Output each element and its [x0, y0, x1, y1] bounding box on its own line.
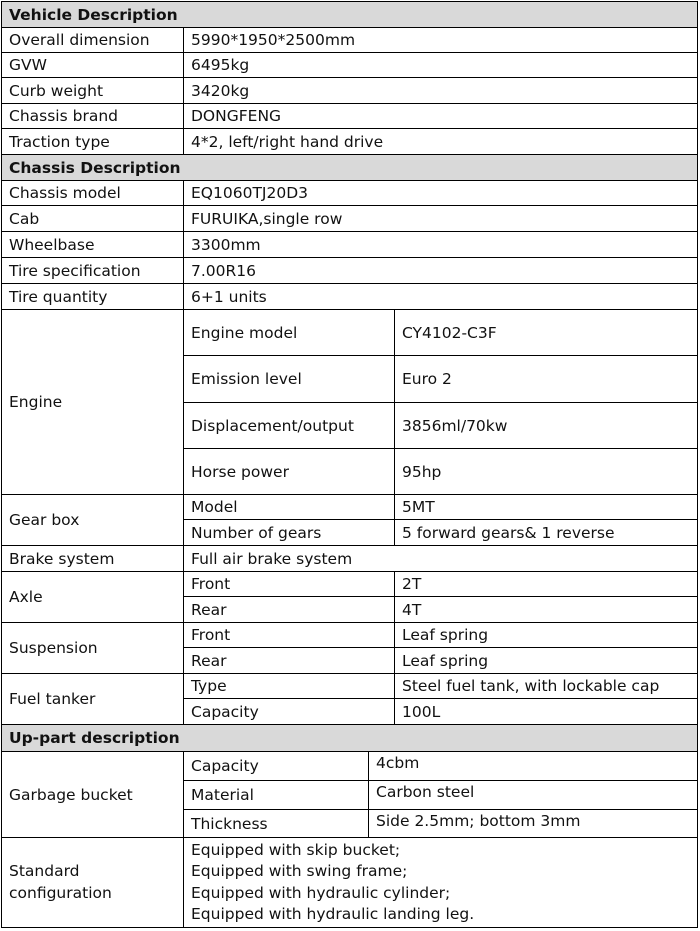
table-row: [2, 104, 698, 129]
suspension-group: [2, 623, 698, 674]
bucket-thickness-value: Side 2.5mm; bottom 3mm: [369, 810, 698, 838]
section-chassis-description: Chassis Description: [2, 155, 698, 181]
table-row: [2, 232, 698, 258]
table-row: [2, 28, 698, 53]
table-row: [2, 206, 698, 232]
row-value: 5990*1950*2500mm: [184, 28, 698, 53]
gearbox-model-label: Model: [184, 495, 395, 520]
suspension-label: Suspension: [2, 623, 184, 674]
bucket-capacity-label: Capacity: [184, 752, 369, 781]
fuel-tanker-label: Fuel tanker: [2, 674, 184, 725]
table-row: [2, 284, 698, 310]
row-label: Curb weight: [2, 78, 184, 104]
horse-power-value: 95hp: [395, 449, 698, 495]
row-label: Tire specification: [2, 258, 184, 284]
brake-value: Full air brake system: [184, 546, 698, 572]
section-uppart-description: Up-part description: [2, 725, 698, 752]
row-label: Wheelbase: [2, 232, 184, 258]
row-label: Chassis brand: [2, 104, 184, 129]
axle-label: Axle: [2, 572, 184, 623]
row-label: GVW: [2, 53, 184, 78]
config-line: Equipped with hydraulic landing leg.: [191, 905, 475, 923]
section-vehicle-description: Vehicle Description: [2, 2, 698, 28]
row-value: 6+1 units: [184, 284, 698, 310]
gearbox-group: [2, 495, 698, 546]
row-label: Overall dimension: [2, 28, 184, 53]
standard-configuration-list: [184, 838, 698, 928]
row-value: 4*2, left/right hand drive: [184, 129, 698, 155]
axle-group: [2, 572, 698, 623]
emission-level-label: Emission level: [184, 356, 395, 403]
displacement-label: Displacement/output: [184, 403, 395, 449]
standard-configuration-group: [2, 838, 698, 928]
suspension-front-value: Leaf spring: [395, 623, 698, 648]
table-row: [2, 53, 698, 78]
brake-label: Brake system: [2, 546, 184, 572]
fuel-tanker-group: [2, 674, 698, 725]
row-value: DONGFENG: [184, 104, 698, 129]
garbage-bucket-label: Garbage bucket: [2, 752, 184, 838]
label-line: configuration: [9, 883, 112, 902]
table-row: [2, 546, 698, 572]
axle-front-value: 2T: [395, 572, 698, 597]
engine-model-label: Engine model: [184, 310, 395, 356]
row-value: 3420kg: [184, 78, 698, 104]
horse-power-label: Horse power: [184, 449, 395, 495]
engine-label: Engine: [2, 310, 184, 495]
table-row: [2, 129, 698, 155]
table-row: [2, 258, 698, 284]
suspension-front-label: Front: [184, 623, 395, 648]
gears-count-value: 5 forward gears& 1 reverse: [395, 520, 698, 546]
garbage-bucket-group: [2, 752, 698, 838]
suspension-rear-label: Rear: [184, 648, 395, 674]
bucket-capacity-value: 4cbm: [369, 752, 698, 781]
fuel-capacity-value: 100L: [395, 699, 698, 725]
table-row: [2, 78, 698, 104]
row-value: EQ1060TJ20D3: [184, 181, 698, 206]
fuel-capacity-label: Capacity: [184, 699, 395, 725]
row-value: 7.00R16: [184, 258, 698, 284]
row-label: Tire quantity: [2, 284, 184, 310]
gearbox-model-value: 5MT: [395, 495, 698, 520]
displacement-value: 3856ml/70kw: [395, 403, 698, 449]
fuel-type-label: Type: [184, 674, 395, 699]
config-line: Equipped with hydraulic cylinder;: [191, 883, 451, 902]
standard-configuration-label: [2, 838, 184, 928]
row-label: Traction type: [2, 129, 184, 155]
config-line: Equipped with skip bucket;: [191, 840, 401, 859]
fuel-type-value: Steel fuel tank, with lockable cap: [395, 674, 698, 699]
suspension-rear-value: Leaf spring: [395, 648, 698, 674]
gears-count-label: Number of gears: [184, 520, 395, 546]
bucket-material-value: Carbon steel: [369, 781, 698, 810]
axle-rear-value: 4T: [395, 597, 698, 623]
row-label: Cab: [2, 206, 184, 232]
engine-model-value: CY4102-C3F: [395, 310, 698, 356]
row-value: 6495kg: [184, 53, 698, 78]
emission-level-value: Euro 2: [395, 356, 698, 403]
axle-front-label: Front: [184, 572, 395, 597]
config-line: Equipped with swing frame;: [191, 862, 408, 880]
gearbox-label: Gear box: [2, 495, 184, 546]
bucket-thickness-label: Thickness: [184, 810, 369, 838]
axle-rear-label: Rear: [184, 597, 395, 623]
label-line: Standard: [9, 862, 80, 880]
table-row: [2, 181, 698, 206]
bucket-material-label: Material: [184, 781, 369, 810]
engine-group: [2, 310, 698, 495]
row-value: FURUIKA,single row: [184, 206, 698, 232]
row-label: Chassis model: [2, 181, 184, 206]
row-value: 3300mm: [184, 232, 698, 258]
